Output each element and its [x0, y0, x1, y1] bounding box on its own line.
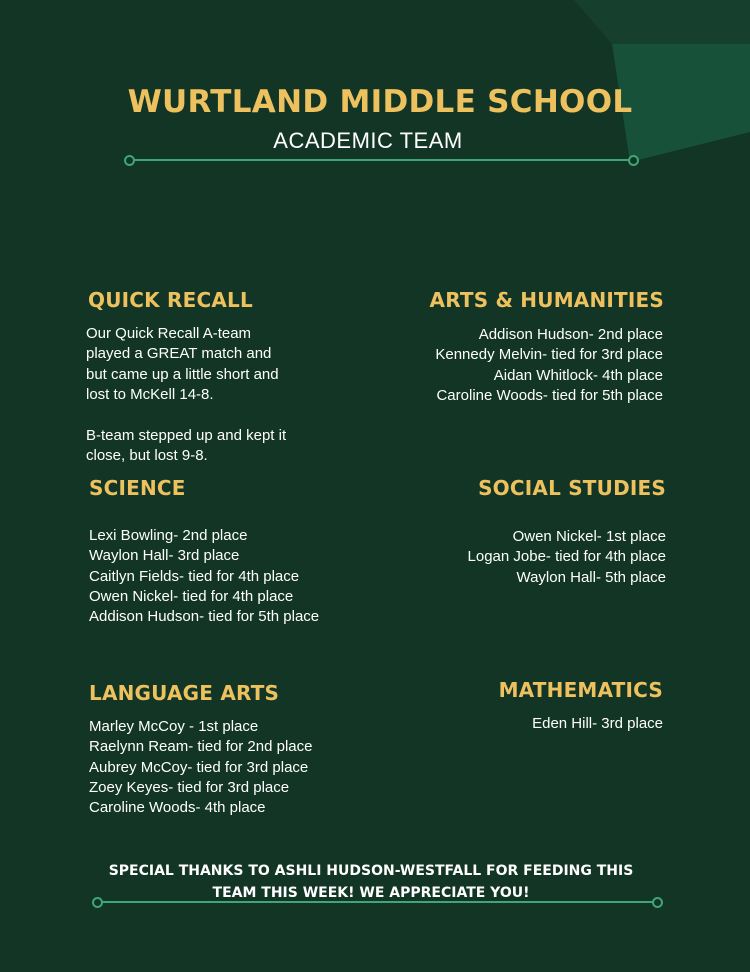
quick-recall-line: B-team stepped up and kept it — [86, 427, 287, 444]
list-item: Owen Nickel- 1st place — [512, 528, 666, 545]
list-item: Logan Jobe- tied for 4th place — [467, 548, 666, 566]
quick-recall-line: Our Quick Recall A-team — [86, 325, 252, 342]
quick-recall-paragraph-a — [86, 324, 279, 405]
special-thanks-line-1: SPECIAL THANKS TO ASHLI HUDSON-WESTFALL FOR FEEDING THIS — [108, 863, 634, 879]
list-item: Addison Hudson- tied for 5th place — [89, 608, 320, 626]
quick-recall-line: close, but lost 9-8. — [86, 447, 208, 465]
list-item: Caroline Woods- tied for 5th place — [436, 386, 663, 404]
language-arts-list — [89, 717, 312, 818]
page-subtitle: ACADEMIC TEAM — [273, 128, 463, 153]
science-heading: SCIENCE — [89, 476, 186, 500]
list-item: Aidan Whitlock- 4th place — [493, 366, 663, 384]
list-item: Eden Hill- 3rd place — [532, 715, 663, 732]
quick-recall-line: lost to McKell 14-8. — [86, 385, 214, 403]
list-item: Caroline Woods- 4th place — [89, 799, 266, 817]
quick-recall-line: played a GREAT match and — [86, 345, 272, 363]
list-item: Raelynn Ream- tied for 2nd place — [89, 738, 313, 756]
mathematics-list — [532, 714, 663, 734]
list-item: Owen Nickel- tied for 4th place — [89, 587, 294, 605]
list-item: Waylon Hall- 3rd place — [89, 547, 240, 565]
list-item: Marley McCoy - 1st place — [89, 718, 259, 735]
science-list — [89, 526, 319, 627]
quick-recall-heading: QUICK RECALL — [88, 288, 253, 312]
quick-recall-paragraph-b — [86, 426, 286, 467]
list-item: Waylon Hall- 5th place — [516, 568, 666, 586]
special-thanks — [0, 860, 742, 904]
mathematics-heading: MATHEMATICS — [498, 678, 663, 702]
quick-recall-line: but came up a little short and — [86, 365, 279, 383]
list-item: Aubrey McCoy- tied for 3rd place — [89, 758, 309, 776]
social-studies-heading: SOCIAL STUDIES — [478, 476, 666, 500]
social-studies-list — [468, 527, 666, 588]
list-item: Lexi Bowling- 2nd place — [89, 527, 248, 544]
arts-humanities-list — [435, 325, 663, 406]
language-arts-heading: LANGUAGE ARTS — [89, 681, 280, 705]
arts-humanities-heading: ARTS & HUMANITIES — [429, 288, 664, 312]
list-item: Zoey Keyes- tied for 3rd place — [89, 778, 290, 796]
list-item: Kennedy Melvin- tied for 3rd place — [435, 346, 663, 364]
special-thanks-line-2: TEAM THIS WEEK! WE APPRECIATE YOU! — [212, 885, 530, 901]
list-item: Addison Hudson- 2nd place — [478, 326, 663, 343]
page-title: WURTLAND MIDDLE SCHOOL — [127, 84, 633, 120]
list-item: Caitlyn Fields- tied for 4th place — [89, 567, 300, 585]
